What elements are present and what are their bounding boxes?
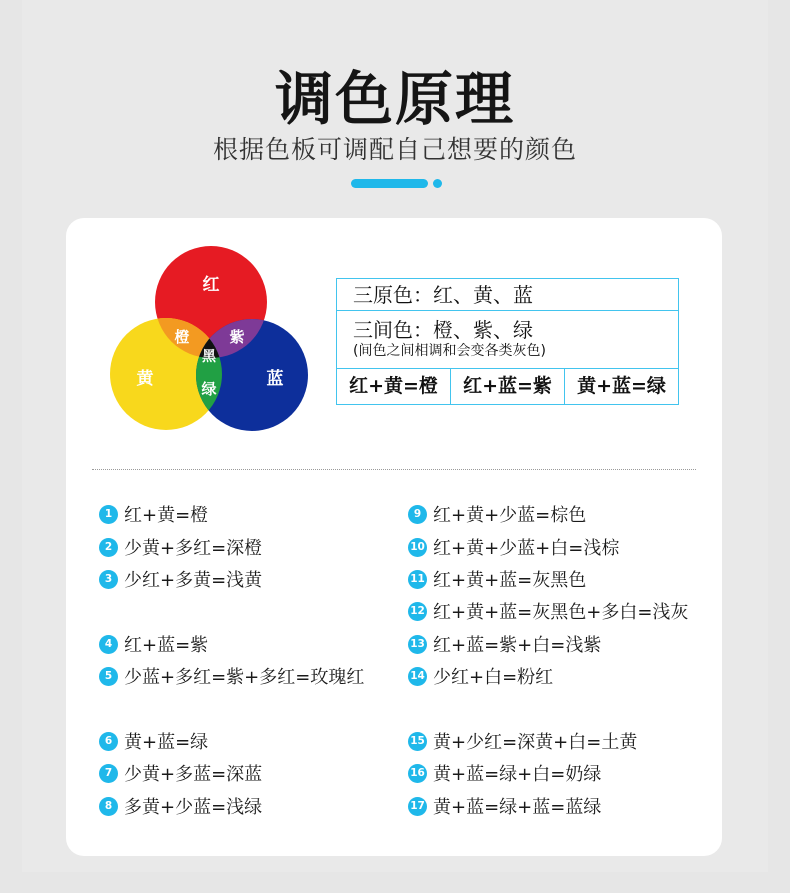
mix-cell-orange: 红+黄=橙: [337, 369, 451, 404]
accent-bar: [351, 179, 428, 188]
color-venn-diagram: [110, 246, 310, 440]
recipe-text: 少黄+多红=深橙: [124, 538, 263, 559]
recipe-item: [408, 793, 601, 819]
recipe-number-badge: 8: [99, 797, 118, 816]
color-info-table: [336, 278, 679, 405]
recipe-item: [99, 760, 262, 786]
recipe-number-badge: 6: [99, 732, 118, 751]
recipe-text: 红+黄+少蓝=棕色: [433, 505, 587, 526]
recipe-text: 黄+蓝=绿+蓝=蓝绿: [433, 797, 602, 818]
recipe-number-badge: 1: [99, 505, 118, 524]
recipe-text: 多黄+少蓝=浅绿: [124, 797, 263, 818]
recipe-number-badge: 14: [408, 667, 427, 686]
recipe-number-badge: 16: [408, 764, 427, 783]
recipe-text: 少黄+多蓝=深蓝: [124, 764, 263, 785]
venn-label-yellow: 黄: [136, 369, 154, 389]
recipe-number-badge: 9: [408, 505, 427, 524]
recipe-item: [408, 728, 637, 754]
venn-label-blue: 蓝: [266, 369, 284, 389]
venn-label-purple: 紫: [229, 328, 245, 346]
recipe-text: 红+黄+蓝=灰黑色+多白=浅灰: [433, 602, 689, 623]
recipe-text: 红+黄=橙: [124, 505, 209, 526]
recipe-item: [408, 566, 586, 592]
recipe-number-badge: 5: [99, 667, 118, 686]
recipe-text: 少红+多黄=浅黄: [124, 570, 263, 591]
page-subtitle: 根据色板可调配自己想要的颜色: [212, 135, 577, 164]
recipe-text: 红+黄+蓝=灰黑色: [433, 570, 587, 591]
recipe-number-badge: 3: [99, 570, 118, 589]
mix-cell-purple: 红+蓝=紫: [451, 369, 565, 404]
recipe-text: 红+蓝=紫: [124, 635, 209, 656]
recipe-item: [408, 631, 601, 657]
recipe-item: [99, 728, 208, 754]
venn-label-red: 红: [202, 275, 220, 295]
recipe-item: [99, 631, 208, 657]
recipe-text: 黄+少红=深黄+白=土黄: [433, 732, 638, 753]
page-title: 调色原理: [274, 65, 515, 133]
secondary-colors-label: 三间色：橙、紫、绿: [353, 318, 533, 342]
secondary-colors-note: (间色之间相调和会变各类灰色): [353, 343, 546, 359]
recipe-item: [408, 534, 619, 560]
recipe-number-badge: 11: [408, 570, 427, 589]
mix-results-row: [337, 369, 678, 404]
recipe-number-badge: 15: [408, 732, 427, 751]
venn-label-green: 绿: [201, 380, 217, 398]
recipe-number-badge: 10: [408, 538, 427, 557]
venn-label-black: 黑: [202, 349, 216, 365]
recipe-number-badge: 17: [408, 797, 427, 816]
secondary-colors-row: [337, 311, 678, 369]
mixing-recipes: [66, 501, 722, 831]
recipe-number-badge: 4: [99, 635, 118, 654]
recipe-number-badge: 13: [408, 635, 427, 654]
accent-dot: [433, 179, 442, 188]
primary-colors-row: 三原色：红、黄、蓝: [337, 279, 678, 311]
recipe-number-badge: 7: [99, 764, 118, 783]
recipe-item: [99, 501, 208, 527]
recipe-text: 黄+蓝=绿: [124, 732, 209, 753]
dotted-divider: [92, 469, 696, 470]
recipe-item: [99, 793, 262, 819]
recipe-item: [408, 663, 553, 689]
mix-cell-green: 黄+蓝=绿: [577, 375, 666, 397]
color-guide-card: [66, 218, 722, 856]
recipe-text: 红+黄+少蓝+白=浅棕: [433, 538, 620, 559]
recipe-item: [99, 534, 262, 560]
recipe-item: [99, 566, 262, 592]
recipe-text: 少蓝+多红=紫+多红=玫瑰红: [124, 667, 365, 688]
recipe-number-badge: 12: [408, 602, 427, 621]
venn-label-orange: 橙: [174, 328, 190, 346]
recipe-item: [408, 501, 586, 527]
recipe-text: 黄+蓝=绿+白=奶绿: [433, 764, 602, 785]
recipe-text: 红+蓝=紫+白=浅紫: [433, 635, 602, 656]
recipe-item: [408, 598, 688, 624]
recipe-item: [408, 760, 601, 786]
recipe-item: [99, 663, 364, 689]
recipe-number-badge: 2: [99, 538, 118, 557]
recipe-text: 少红+白=粉红: [433, 667, 554, 688]
